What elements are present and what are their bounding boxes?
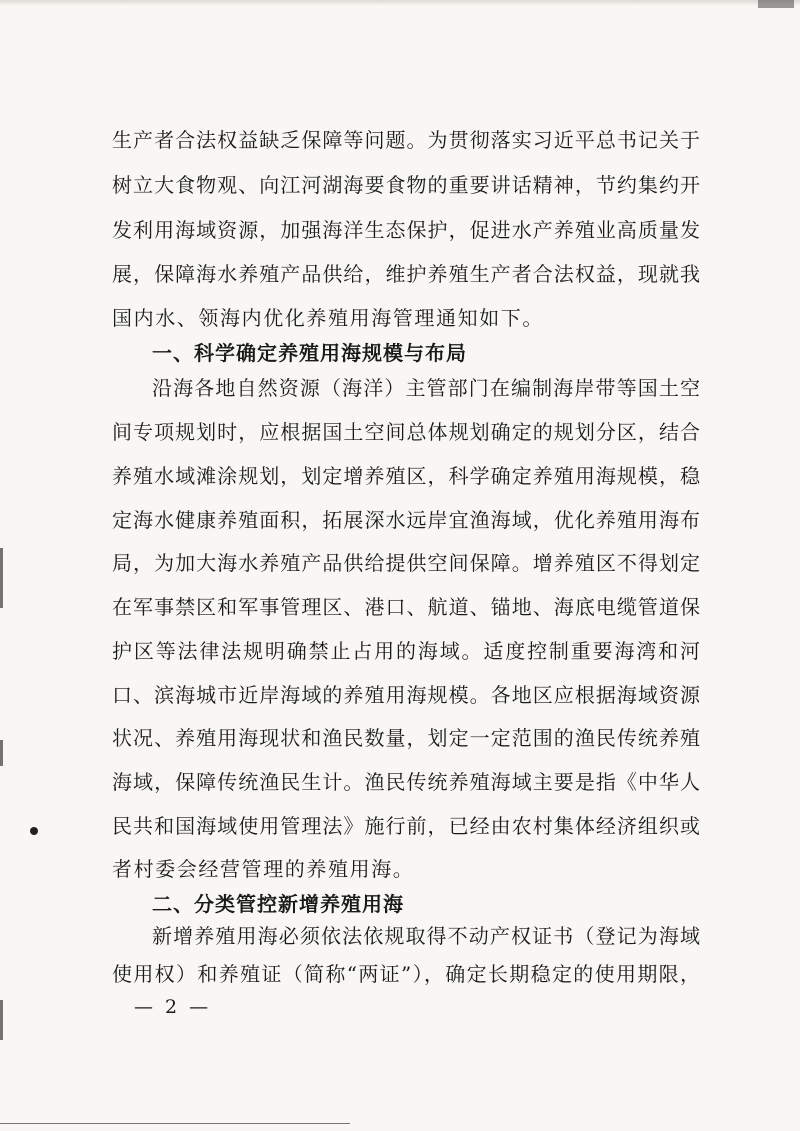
section-heading: 二、分类管控新增养殖用海: [152, 892, 404, 916]
punch-hole-mark: [30, 827, 38, 835]
section-heading: 一、科学确定养殖用海规模与布局: [152, 341, 467, 365]
paragraph-line: 新增养殖用海必须依法依规取得不动产权证书（登记为海域: [152, 924, 700, 948]
paragraph-line: 民共和国海域使用管理法》施行前，已经由农村集体经济组织或: [112, 814, 700, 838]
paragraph-line: 生产者合法权益缺乏保障等问题。为贯彻落实习近平总书记关于: [112, 128, 700, 152]
paragraph-line: 树立大食物观、向江河湖海要食物的重要讲话精神，节约集约开: [112, 173, 700, 197]
paragraph-line: 在军事禁区和军事管理区、港口、航道、锚地、海底电缆管道保: [112, 595, 700, 619]
paragraph-line: 海域，保障传统渔民生计。渔民传统养殖海域主要是指《中华人: [112, 770, 700, 794]
paragraph-line: 使用权）和养殖证（简称“两证”），确定长期稳定的使用期限，: [112, 962, 700, 986]
paragraph-line: 养殖水域滩涂规划，划定增养殖区，科学确定养殖用海规模，稳: [112, 464, 700, 488]
paragraph-line: 局，为加大海水养殖产品供给提供空间保障。增养殖区不得划定: [112, 551, 700, 575]
binding-edge-mark: [0, 548, 3, 608]
binding-edge-mark: [0, 1000, 3, 1040]
paragraph-line: 展，保障海水养殖产品供给，维护养殖生产者合法权益，现就我: [112, 262, 700, 286]
paragraph-line: 间专项规划时，应根据国土空间总体规划确定的规划分区，结合: [112, 420, 700, 444]
page-number: — 2 —: [134, 996, 212, 1018]
scan-bottom-line: [0, 1123, 350, 1124]
paragraph-line: 状况、养殖用海现状和渔民数量，划定一定范围的渔民传统养殖: [112, 726, 700, 750]
paragraph-line: 发利用海域资源，加强海洋生态保护，促进水产养殖业高质量发: [112, 218, 700, 242]
binding-edge-mark: [0, 740, 3, 766]
scan-edge: [0, 0, 800, 6]
paragraph-line: 者村委会经营管理的养殖用海。: [112, 857, 415, 881]
paragraph-line: 国内水、领海内优化养殖用海管理通知如下。: [112, 306, 544, 330]
paragraph-line: 定海水健康养殖面积，拓展深水远岸宜渔海域，优化养殖用海布: [112, 508, 700, 532]
scan-corner-mark: [758, 0, 794, 8]
paragraph-line: 口、滨海城市近岸海域的养殖用海规模。各地区应根据海域资源: [112, 683, 700, 707]
paragraph-line: 沿海各地自然资源（海洋）主管部门在编制海岸带等国土空: [152, 376, 700, 400]
paragraph-line: 护区等法律法规明确禁止占用的海域。适度控制重要海湾和河: [112, 639, 700, 663]
